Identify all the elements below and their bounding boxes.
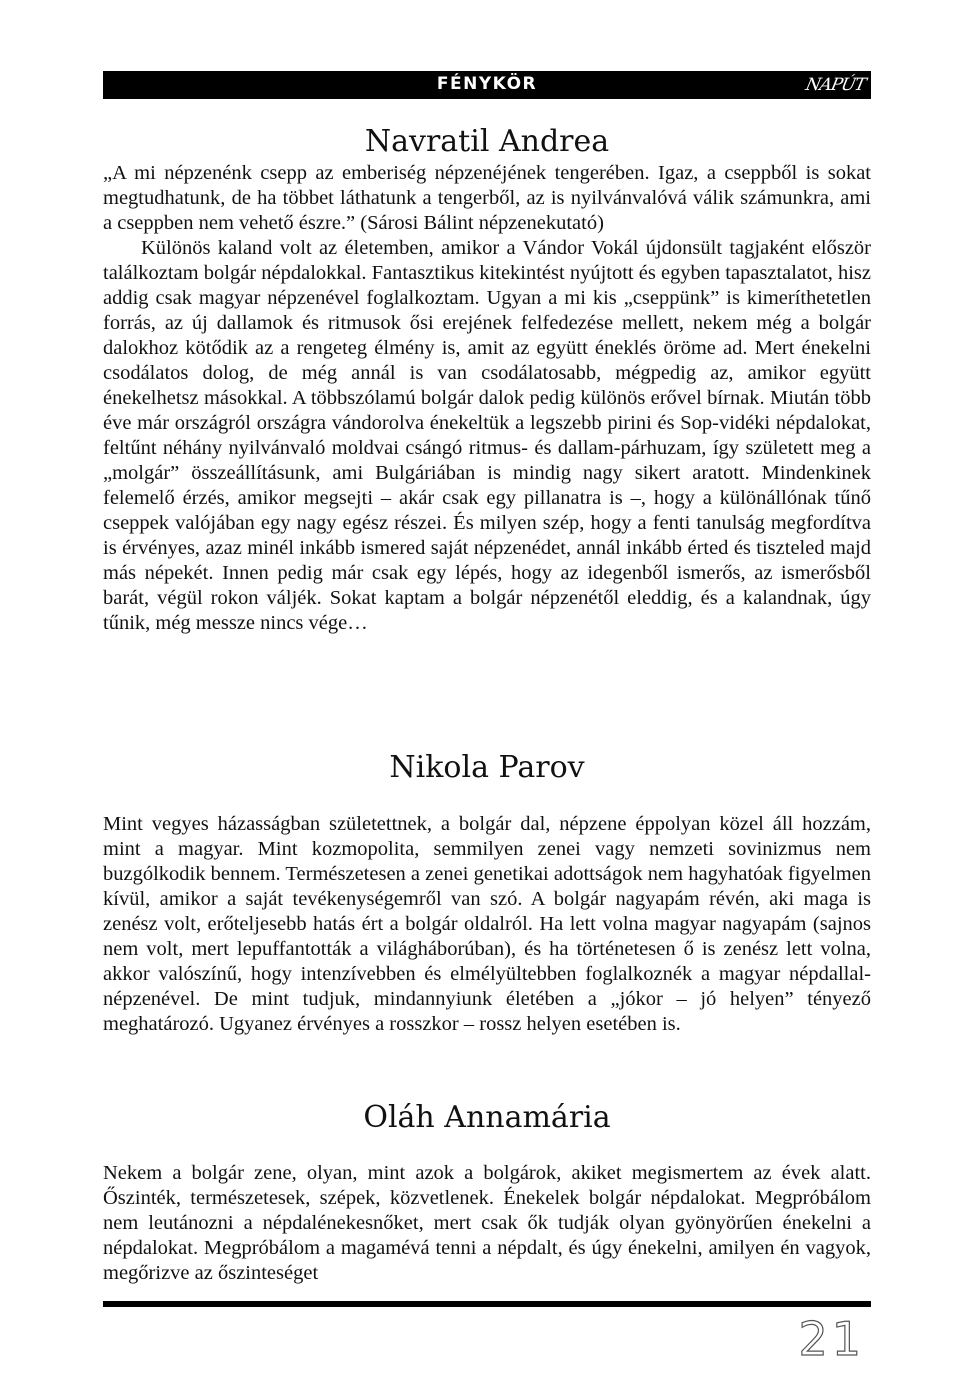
article-author-olah: Oláh Annamária — [363, 1100, 611, 1135]
article-body-navratil — [103, 161, 871, 636]
article-author-navratil: Navratil Andrea — [364, 124, 610, 159]
article-author-parov: Nikola Parov — [389, 750, 585, 785]
body-paragraph: Különös kaland volt az életemben, amikor a Vándor Vokál újdonsült tagjaként először találkoztam bolgár népdalokkal. Fantasztikus kitekintést nyújtott és egyben tapasztalatot, hisz addig csak magyar népzenével foglalkoztam. Ugyan a mi kis „cseppünk” is kimeríthetetlen forrás, az új dallamok és ritmusok ősi erejének felfedezése mellett, nekem még a bolgár dalokhoz kötődik az a rengeteg élmény is, amit az együtt éneklés öröme ad. Mert énekelni csodálatos dolog, de még annál is van csodálatosabb, mégpedig az, amikor együtt énekelhetsz másokkal. A többszólamú bolgár dalok pedig különös erővel bírnak. Miután több éve már országról országra vándorolva énekeltük a legszebb pirini és Sop-vidéki népdalokat, feltűnt néhány nyilvánvaló moldvai csángó ritmus- és dallam-párhuzam, így született meg a „molgár” összeállításunk, ami Bulgáriában is mindig nagy sikert aratott. Mindenkinek felemelő érzés, amikor megsejti – akár csak egy pillanatra is –, hogy a különállónak tűnő cseppek valójában egy nagy egész részei. És milyen szép, hogy a fenti tanulság megfordítva is érvényes, azaz minél inkább ismered saját népzenédet, annál inkább érted és tiszteled majd más népekét. Innen pedig már csak egy lépés, hogy az idegenből ismerős, az ismerősből barát, végül rokon váljék. Sokat kaptam a bolgár népzenétől eleddig, és a kalandnak, úgy tűnik, még messze nincs vége… — [103, 237, 871, 634]
page-number: 21 — [798, 1312, 865, 1366]
article-body-olah — [103, 1161, 871, 1286]
body-paragraph: Mint vegyes házasságban születettnek, a bolgár dal, népzene éppolyan közel áll hozzám, mint a magyar. Mint kozmopolita, semmilyen zenei vagy nemzeti sovinizmus nem buzgólkodik bennem. Természetesen a zenei genetikai adottságok nem hagyhatóak figyelmen kívül, amikor a saját tevékenységemről van szó. A bolgár nagyapám révén, aki maga is zenész volt, erőteljesebb hatás ért a bolgár oldalról. Ha lett volna magyar nagyapám (sajnos nem volt, mert lepuffantották a világháborúban), és ha történetesen ő is zenész lett volna, akkor valószínű, hogy intenzívebben és elmélyültebben foglalkoznék a magyar népdallal-népzenével. De mint tudjuk, mindannyiunk életében a „jókor – jó helyen” tényező meghatározó. Ugyanez érvényes a rosszkor – rossz helyen esetében is. — [103, 813, 871, 1035]
journal-logo: NAPÚT — [803, 75, 868, 95]
running-header — [103, 71, 871, 99]
epigraph-quote: „A mi népzenénk csepp az emberiség népzenéjének tengerében. Igaz, a cseppből is sokat megtudhatunk, de ha többet láthatunk a tengerből, az is nyilvánvalóvá válik számunkra, ami a cseppben nem vehető észre.” (Sárosi Bálint népzenekutató) — [103, 162, 871, 234]
body-paragraph: Nekem a bolgár zene, olyan, mint azok a bolgárok, akiket megismertem az évek alatt. Őszinték, természetesek, szépek, közvetlenek. Énekelek bolgár népdalokat. Megpróbálom nem leutánozni a népdalénekesnőket, mert csak ők tudják olyan gyönyörűen énekelni a népdalokat. Megpróbálom a magamévá tenni a népdalt, és úgy énekelni, amilyen én vagyok, megőrizve az őszinteséget — [103, 1162, 871, 1284]
article-body-parov — [103, 812, 871, 1037]
footer-divider — [103, 1301, 871, 1307]
section-title: FÉNYKÖR — [436, 74, 538, 94]
